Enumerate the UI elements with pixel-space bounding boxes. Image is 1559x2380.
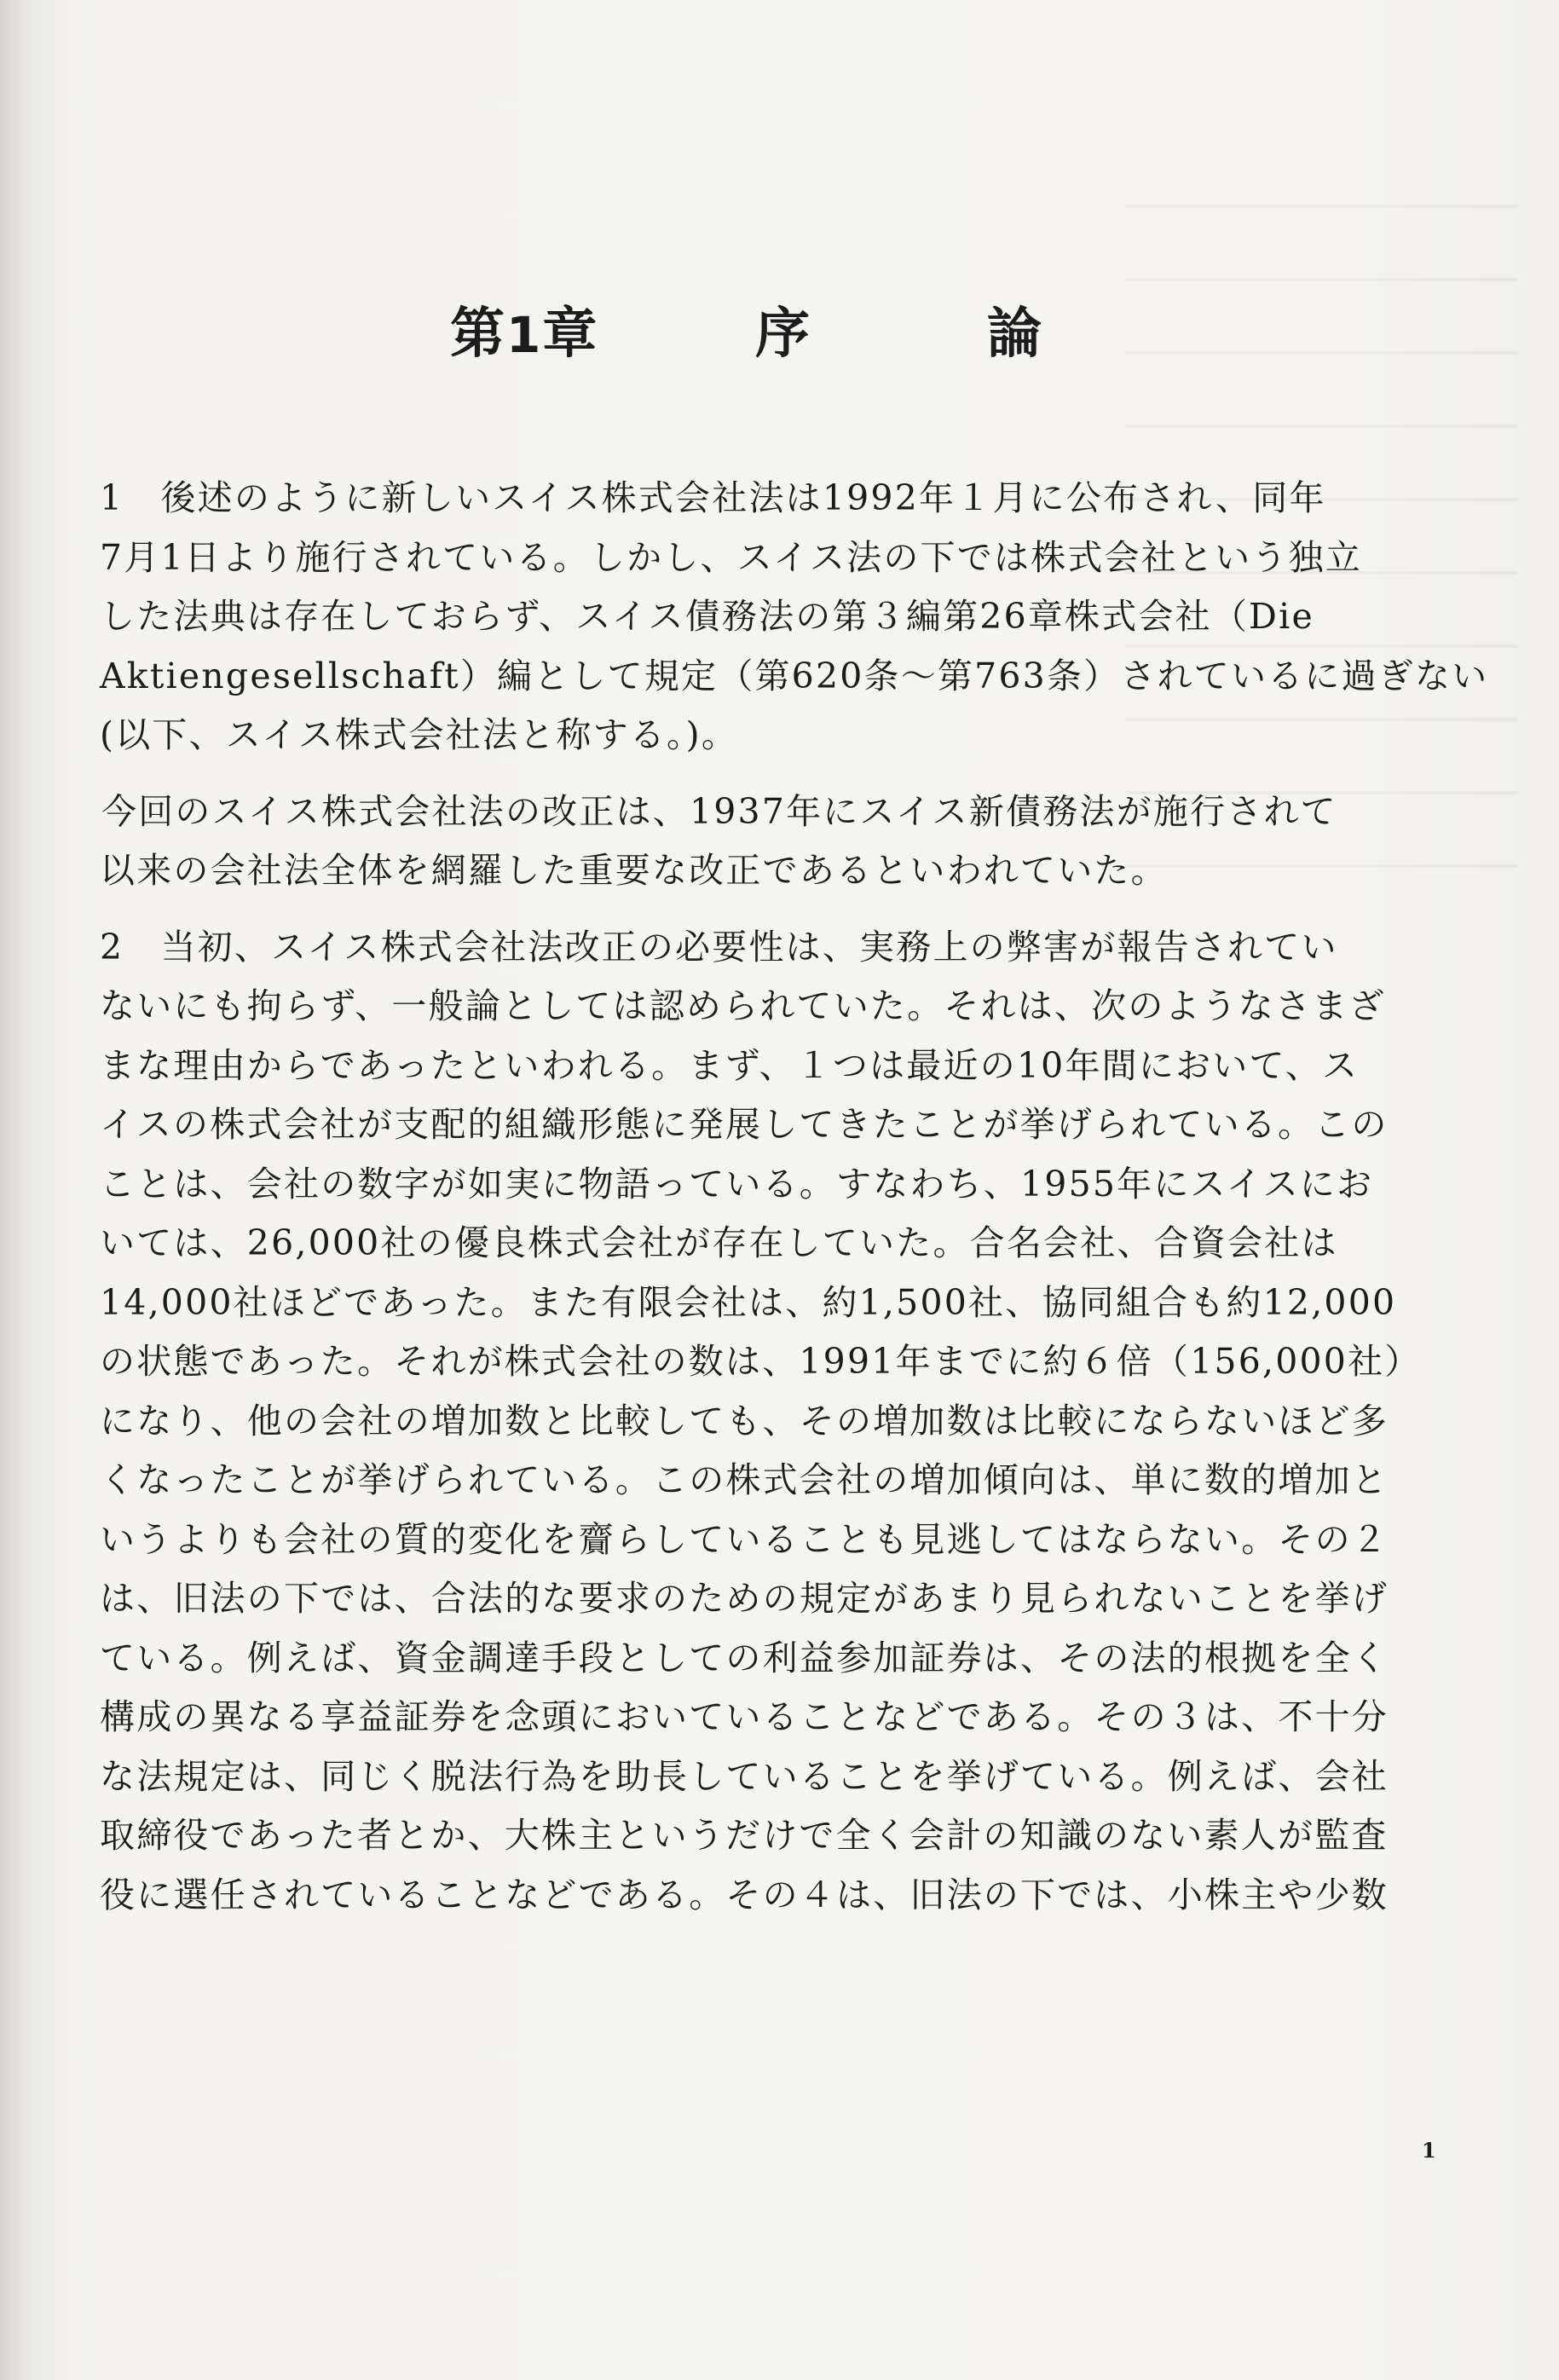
text-line: な法規定は、同じく脱法行為を助長していることを挙げている。例えば、会社 [100, 1755, 1389, 1797]
text-line: まな理由からであったといわれる。まず、１つは最近の10年間において、ス [100, 1044, 1360, 1086]
text-line: した法典は存在しておらず、スイス債務法の第３編第26章株式会社（Die [100, 596, 1314, 637]
text-line: ことは、会社の数字が如実に物語っている。すなわち、1955年にスイスにお [100, 1163, 1374, 1204]
text-line: イスの株式会社が支配的組織形態に発展してきたことが挙げられている。この [100, 1104, 1389, 1145]
text-line: 以来の会社法全体を網羅した重要な改正であるといわれていた。 [100, 850, 1168, 891]
text-line: (以下、スイス株式会社法と称する。)。 [100, 714, 739, 755]
text-line: 取締役であった者とか、大株主というだけで全く会計の知識のない素人が監査 [100, 1815, 1389, 1856]
paragraph-gap [100, 765, 1429, 783]
text-line: 2 当初、スイス株式会社法改正の必要性は、実務上の弊害が報告されてい [100, 926, 1338, 968]
text-line: 今回のスイス株式会社法の改正は、1937年にスイス新債務法が施行されて [101, 790, 1337, 832]
page-number: 1 [1422, 2138, 1436, 2163]
text-line: くなったことが挙げられている。この株式会社の増加傾向は、単に数的増加と [100, 1459, 1389, 1500]
chapter-title-char-2: 論 [987, 302, 1043, 366]
text-line: ないにも拘らず、一般論としては認められていた。それは、次のようなさまざ [100, 985, 1386, 1026]
body-text [100, 469, 1489, 1925]
text-line: いうよりも会社の質的変化を齎らしていることも見逃してはならない。その２ [100, 1518, 1389, 1560]
text-line: 1 後述のように新しいスイス株式会社法は1992年１月に公布され、同年 [100, 477, 1326, 518]
text-line: 役に選任されていることなどである。その４は、旧法の下では、小株主や少数 [100, 1874, 1389, 1915]
text-line: になり、他の会社の増加数と比較しても、その増加数は比較にならないほど多 [100, 1400, 1389, 1441]
text-line: ている。例えば、資金調達手段としての利益参加証券は、その法的根拠を全く [100, 1637, 1389, 1678]
chapter-label: 第 [450, 302, 506, 366]
text-line: は、旧法の下では、合法的な要求のための規定があまり見られないことを挙げ [100, 1578, 1389, 1619]
paragraph-gap [100, 901, 1429, 918]
text-line: いては、26,000社の優良株式会社が存在していた。合名会社、合資会社は [100, 1222, 1338, 1263]
text-line: 7月1日より施行されている。しかし、スイス法の下では株式会社という独立 [100, 536, 1362, 578]
text-line: Aktiengesellschaft）編として規定（第620条～第763条）されているに過ぎない [100, 655, 1489, 696]
text-line: の状態であった。それが株式会社の数は、1991年までに約６倍（156,000社） [100, 1341, 1422, 1382]
chapter-suffix: 章 [542, 302, 599, 366]
chapter-title-char-1: 序 [755, 302, 811, 366]
chapter-number: 1 [506, 306, 543, 364]
text-line: 構成の異なる享益証券を念頭においていることなどである。その３は、不十分 [100, 1696, 1389, 1737]
chapter-heading [450, 290, 1047, 375]
text-line: 14,000社ほどであった。また有限会社は、約1,500社、協同組合も約12,000 [100, 1281, 1397, 1323]
